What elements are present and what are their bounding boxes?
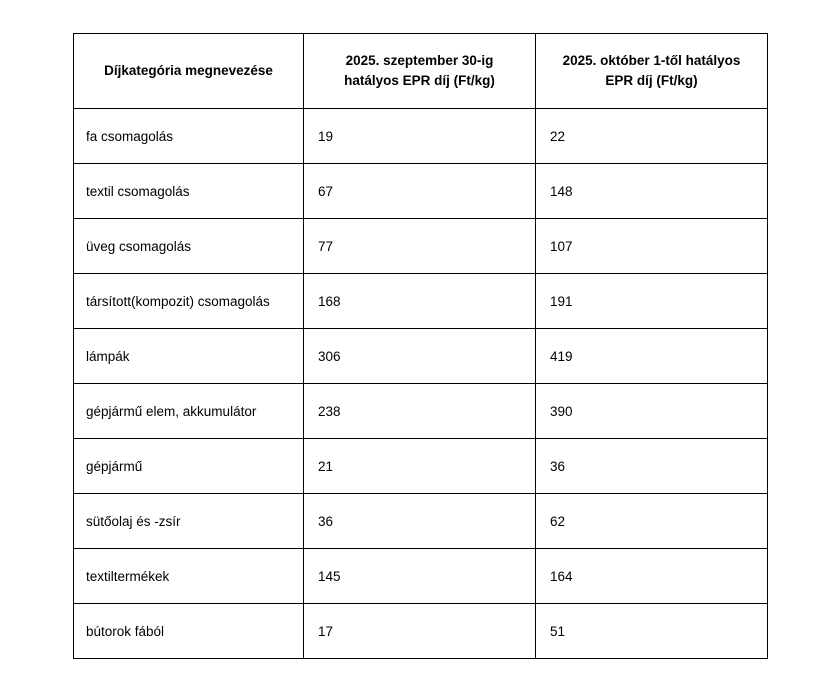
cell-category: üveg csomagolás (74, 219, 304, 274)
table-row (74, 439, 768, 494)
table-row (74, 274, 768, 329)
table-body (74, 109, 768, 659)
cell-category: társított(kompozit) csomagolás (74, 274, 304, 329)
cell-old-fee: 67 (304, 164, 536, 219)
cell-old-fee: 145 (304, 549, 536, 604)
table-row (74, 384, 768, 439)
cell-new-fee: 390 (536, 384, 768, 439)
cell-old-fee: 21 (304, 439, 536, 494)
table-header (74, 34, 768, 109)
cell-new-fee: 22 (536, 109, 768, 164)
cell-old-fee: 238 (304, 384, 536, 439)
column-header-category-line-1: Díjkategória megnevezése (104, 62, 273, 78)
table-row (74, 494, 768, 549)
column-header-old-fee-line-1: 2025. szeptember 30-ig (345, 52, 494, 68)
column-header-new-fee-line-1: 2025. október 1-től hatályos (562, 52, 741, 68)
cell-old-fee: 77 (304, 219, 536, 274)
column-header-old-fee-line-2: hatályos EPR díj (Ft/kg) (344, 73, 495, 88)
table-header-row (74, 34, 768, 109)
cell-new-fee: 419 (536, 329, 768, 384)
table-row (74, 109, 768, 164)
table-row (74, 164, 768, 219)
epr-fee-table-container (73, 33, 767, 659)
column-header-new-fee-line-2: EPR díj (Ft/kg) (605, 73, 698, 88)
cell-category: textiltermékek (74, 549, 304, 604)
cell-new-fee: 107 (536, 219, 768, 274)
cell-category: textil csomagolás (74, 164, 304, 219)
cell-old-fee: 168 (304, 274, 536, 329)
cell-category: gépjármű (74, 439, 304, 494)
cell-category: fa csomagolás (74, 109, 304, 164)
cell-new-fee: 51 (536, 604, 768, 659)
column-header-category (74, 34, 304, 109)
cell-new-fee: 36 (536, 439, 768, 494)
cell-new-fee: 191 (536, 274, 768, 329)
cell-new-fee: 148 (536, 164, 768, 219)
table-row (74, 549, 768, 604)
cell-new-fee: 62 (536, 494, 768, 549)
table-row (74, 604, 768, 659)
column-header-old-fee (304, 34, 536, 109)
cell-old-fee: 306 (304, 329, 536, 384)
column-header-new-fee (536, 34, 768, 109)
table-row (74, 329, 768, 384)
cell-category: gépjármű elem, akkumulátor (74, 384, 304, 439)
cell-category: lámpák (74, 329, 304, 384)
cell-old-fee: 17 (304, 604, 536, 659)
epr-fee-table (73, 33, 768, 659)
cell-old-fee: 36 (304, 494, 536, 549)
cell-category: sütőolaj és -zsír (74, 494, 304, 549)
cell-old-fee: 19 (304, 109, 536, 164)
table-row (74, 219, 768, 274)
cell-new-fee: 164 (536, 549, 768, 604)
cell-category: bútorok fából (74, 604, 304, 659)
